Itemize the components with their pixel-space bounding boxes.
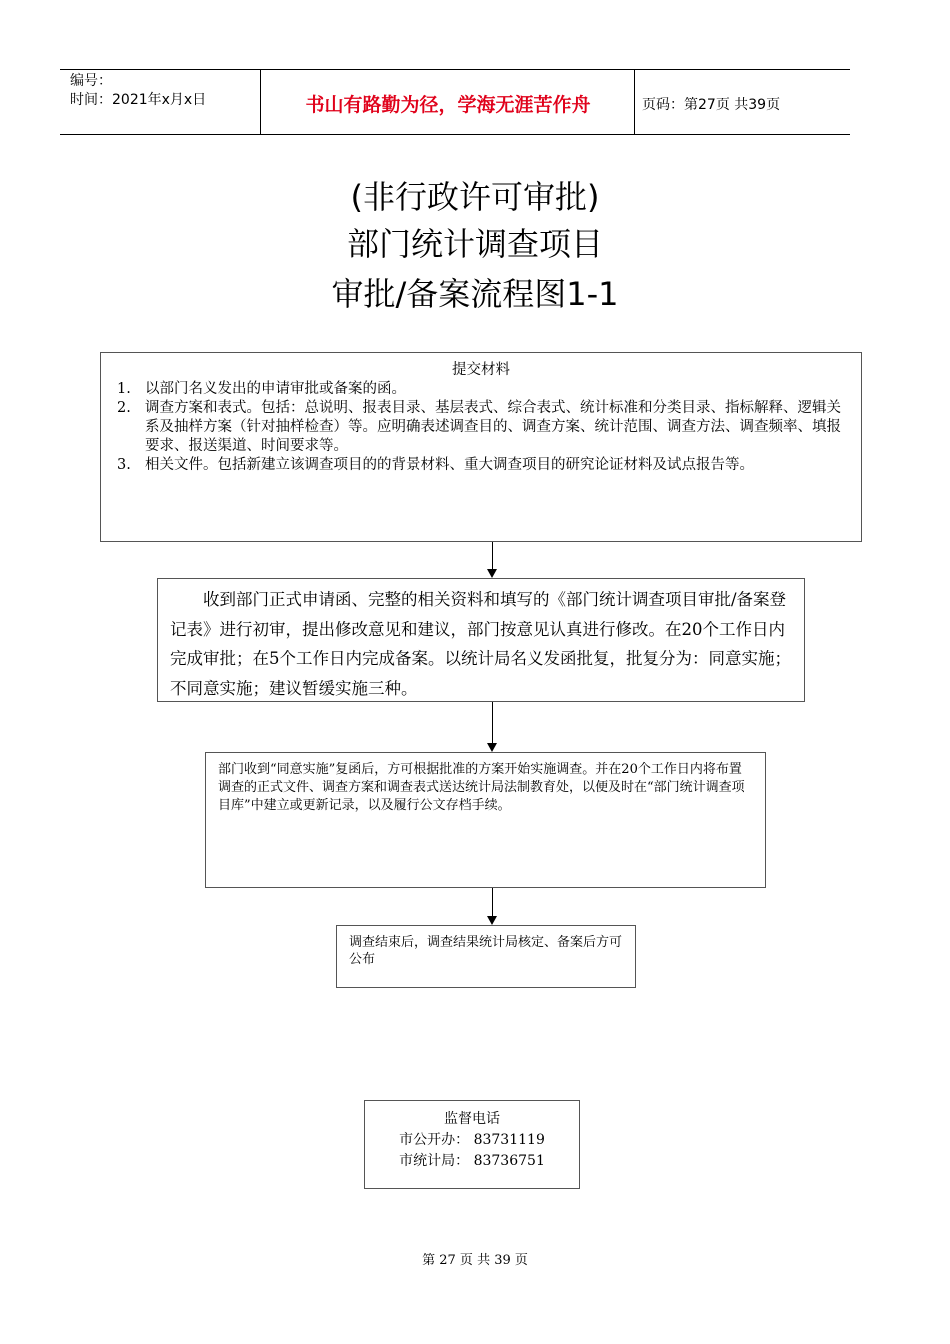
- serial-label: 编号：: [70, 73, 112, 89]
- list-item: [111, 456, 851, 475]
- header-meta: [70, 72, 206, 110]
- phone-line: 市公开办： 83731119: [399, 1132, 545, 1148]
- header-bottom-rule: [60, 134, 850, 135]
- step-initial-review: [157, 578, 805, 702]
- flow-connector: [492, 888, 493, 917]
- item-number: 1.: [117, 381, 131, 397]
- header-page-label: 页码：第27页 共39页: [642, 97, 781, 113]
- title-line-3: 审批/备案流程图1-1: [331, 275, 619, 313]
- item-number: 3.: [117, 457, 131, 473]
- title-line-2: 部门统计调查项目: [346, 225, 603, 263]
- flow-connector: [492, 542, 493, 570]
- title-line-1: (非行政许可审批): [350, 178, 600, 216]
- list-item: [111, 399, 851, 456]
- header-top-rule: [60, 69, 850, 70]
- step-heading: 提交材料: [452, 362, 510, 378]
- item-text: 相关文件。包括新建立该调查项目的的背景材料、重大调查项目的研究论证材料及试点报告等。: [145, 457, 754, 473]
- page-footer: 第 27 页 共 39 页: [422, 1253, 528, 1268]
- supervision-title: 监督电话: [444, 1111, 500, 1127]
- step-text: 部门收到“同意实施”复函后，方可根据批准的方案开始实施调查。并在20个工作日内将布置调查的正式文件、调查方案和调查表式送达统计局法制教育处，以便及时在“部门统计调查项目库”中建立或更新记录，以及履行公文存档手续。: [218, 762, 745, 813]
- supervision-phone-box: [364, 1100, 580, 1189]
- header-motto: 书山有路勤为径，学海无涯苦作舟: [305, 94, 591, 116]
- arrow-down-icon: [487, 743, 497, 752]
- list-item: [111, 380, 851, 399]
- step-implementation: [205, 752, 766, 888]
- item-text: 调查方案和表式。包括：总说明、报表目录、基层表式、综合表式、统计标准和分类目录、指标解释、逻辑关系及抽样方案（针对抽样检查）等。应明确表述调查目的、调查方案、统计范围、调查方法、调查频率、填报要求、报送渠道、时间要求等。: [145, 400, 841, 454]
- flow-connector: [492, 702, 493, 744]
- step-text: 调查结束后，调查结果统计局核定、备案后方可公布: [349, 935, 623, 967]
- arrow-down-icon: [487, 916, 497, 925]
- header-divider: [634, 69, 635, 135]
- step-publish: [336, 925, 636, 988]
- step-text: 收到部门正式申请函、完整的相关资料和填写的《部门统计调查项目审批/备案登记表》进行初审，提出修改意见和建议，部门按意见认真进行修改。在20个工作日内完成审批；在5个工作日内完成备案。以统计局名义发函批复，批复分为：同意实施；不同意实施；建议暂缓实施三种。: [170, 590, 791, 698]
- header-divider: [260, 69, 261, 135]
- item-number: 2.: [117, 400, 131, 416]
- arrow-down-icon: [487, 569, 497, 578]
- step-submit-materials: [100, 352, 862, 542]
- phone-line: 市统计局： 83736751: [399, 1153, 545, 1169]
- item-text: 以部门名义发出的申请审批或备案的函。: [145, 381, 406, 397]
- time-label: 时间：2021年x月x日: [70, 92, 207, 108]
